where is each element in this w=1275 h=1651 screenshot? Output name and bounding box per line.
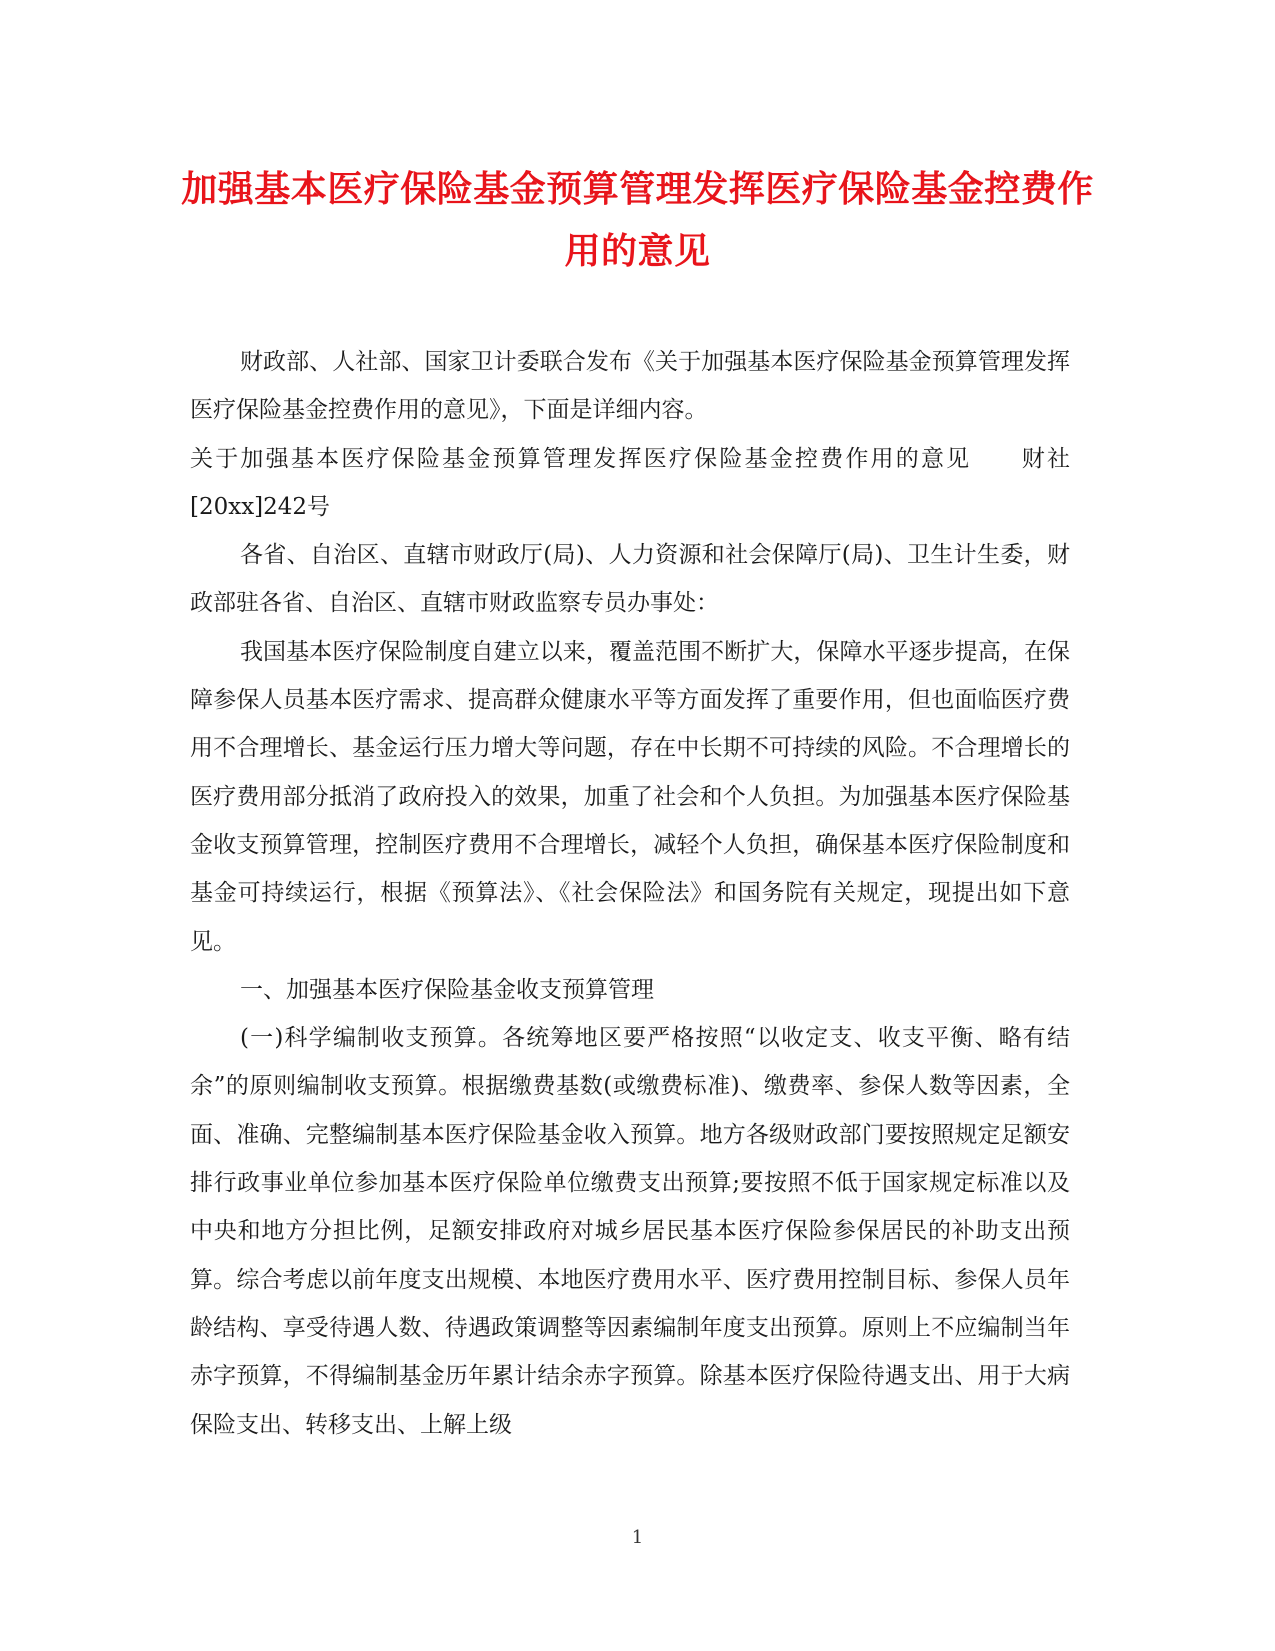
section-paragraph-1: (一)科学编制收支预算。各统筹地区要严格按照“以收定支、收支平衡、略有结余”的原则编制收支预算。根据缴费基数(或缴费标准)、缴费率、参保人数等因素，全面、准确、完整编制基本医疗保险基金收入预算。地方各级财政部门要按照规定足额安排行政事业单位参加基本医疗保险单位缴费支出预算;要按照不低于国家规定标准以及中央和地方分担比例，足额安排政府对城乡居民基本医疗保险参保居民的补助支出预算。综合考虑以前年度支出规模、本地医疗费用水平、医疗费用控制目标、参保人员年龄结构、享受待遇人数、待遇政策调整等因素编制年度支出预算。原则上不应编制当年赤字预算，不得编制基金历年累计结余赤字预算。除基本医疗保险待遇支出、用于大病保险支出、转移支出、上解上级	[190, 1025, 1070, 1438]
document-reference-line: 关于加强基本医疗保险基金预算管理发挥医疗保险基金控费作用的意见 财社[20xx]242号	[190, 445, 1070, 520]
page-number: 1	[631, 1527, 644, 1548]
intro-paragraph: 财政部、人社部、国家卫计委联合发布《关于加强基本医疗保险基金预算管理发挥医疗保险基金控费作用的意见》，下面是详细内容。	[190, 349, 1070, 424]
document-body	[190, 338, 1070, 1449]
section-heading: 一、加强基本医疗保险基金收支预算管理	[240, 976, 654, 1003]
document-title: 加强基本医疗保险基金预算管理发挥医疗保险基金控费作用的意见	[181, 168, 1094, 272]
addressee-paragraph: 各省、自治区、直辖市财政厅(局)、人力资源和社会保障厅(局)、卫生计生委，财政部驻各省、自治区、直辖市财政监察专员办事处：	[190, 542, 1070, 617]
background-paragraph: 我国基本医疗保险制度自建立以来，覆盖范围不断扩大，保障水平逐步提高，在保障参保人员基本医疗需求、提高群众健康水平等方面发挥了重要作用，但也面临医疗费用不合理增长、基金运行压力增大等问题，存在中长期不可持续的风险。不合理增长的医疗费用部分抵消了政府投入的效果，加重了社会和个人负担。为加强基本医疗保险基金收支预算管理，控制医疗费用不合理增长，减轻个人负担，确保基本医疗保险制度和基金可持续运行，根据《预算法》、《社会保险法》和国务院有关规定，现提出如下意见。	[190, 638, 1070, 955]
